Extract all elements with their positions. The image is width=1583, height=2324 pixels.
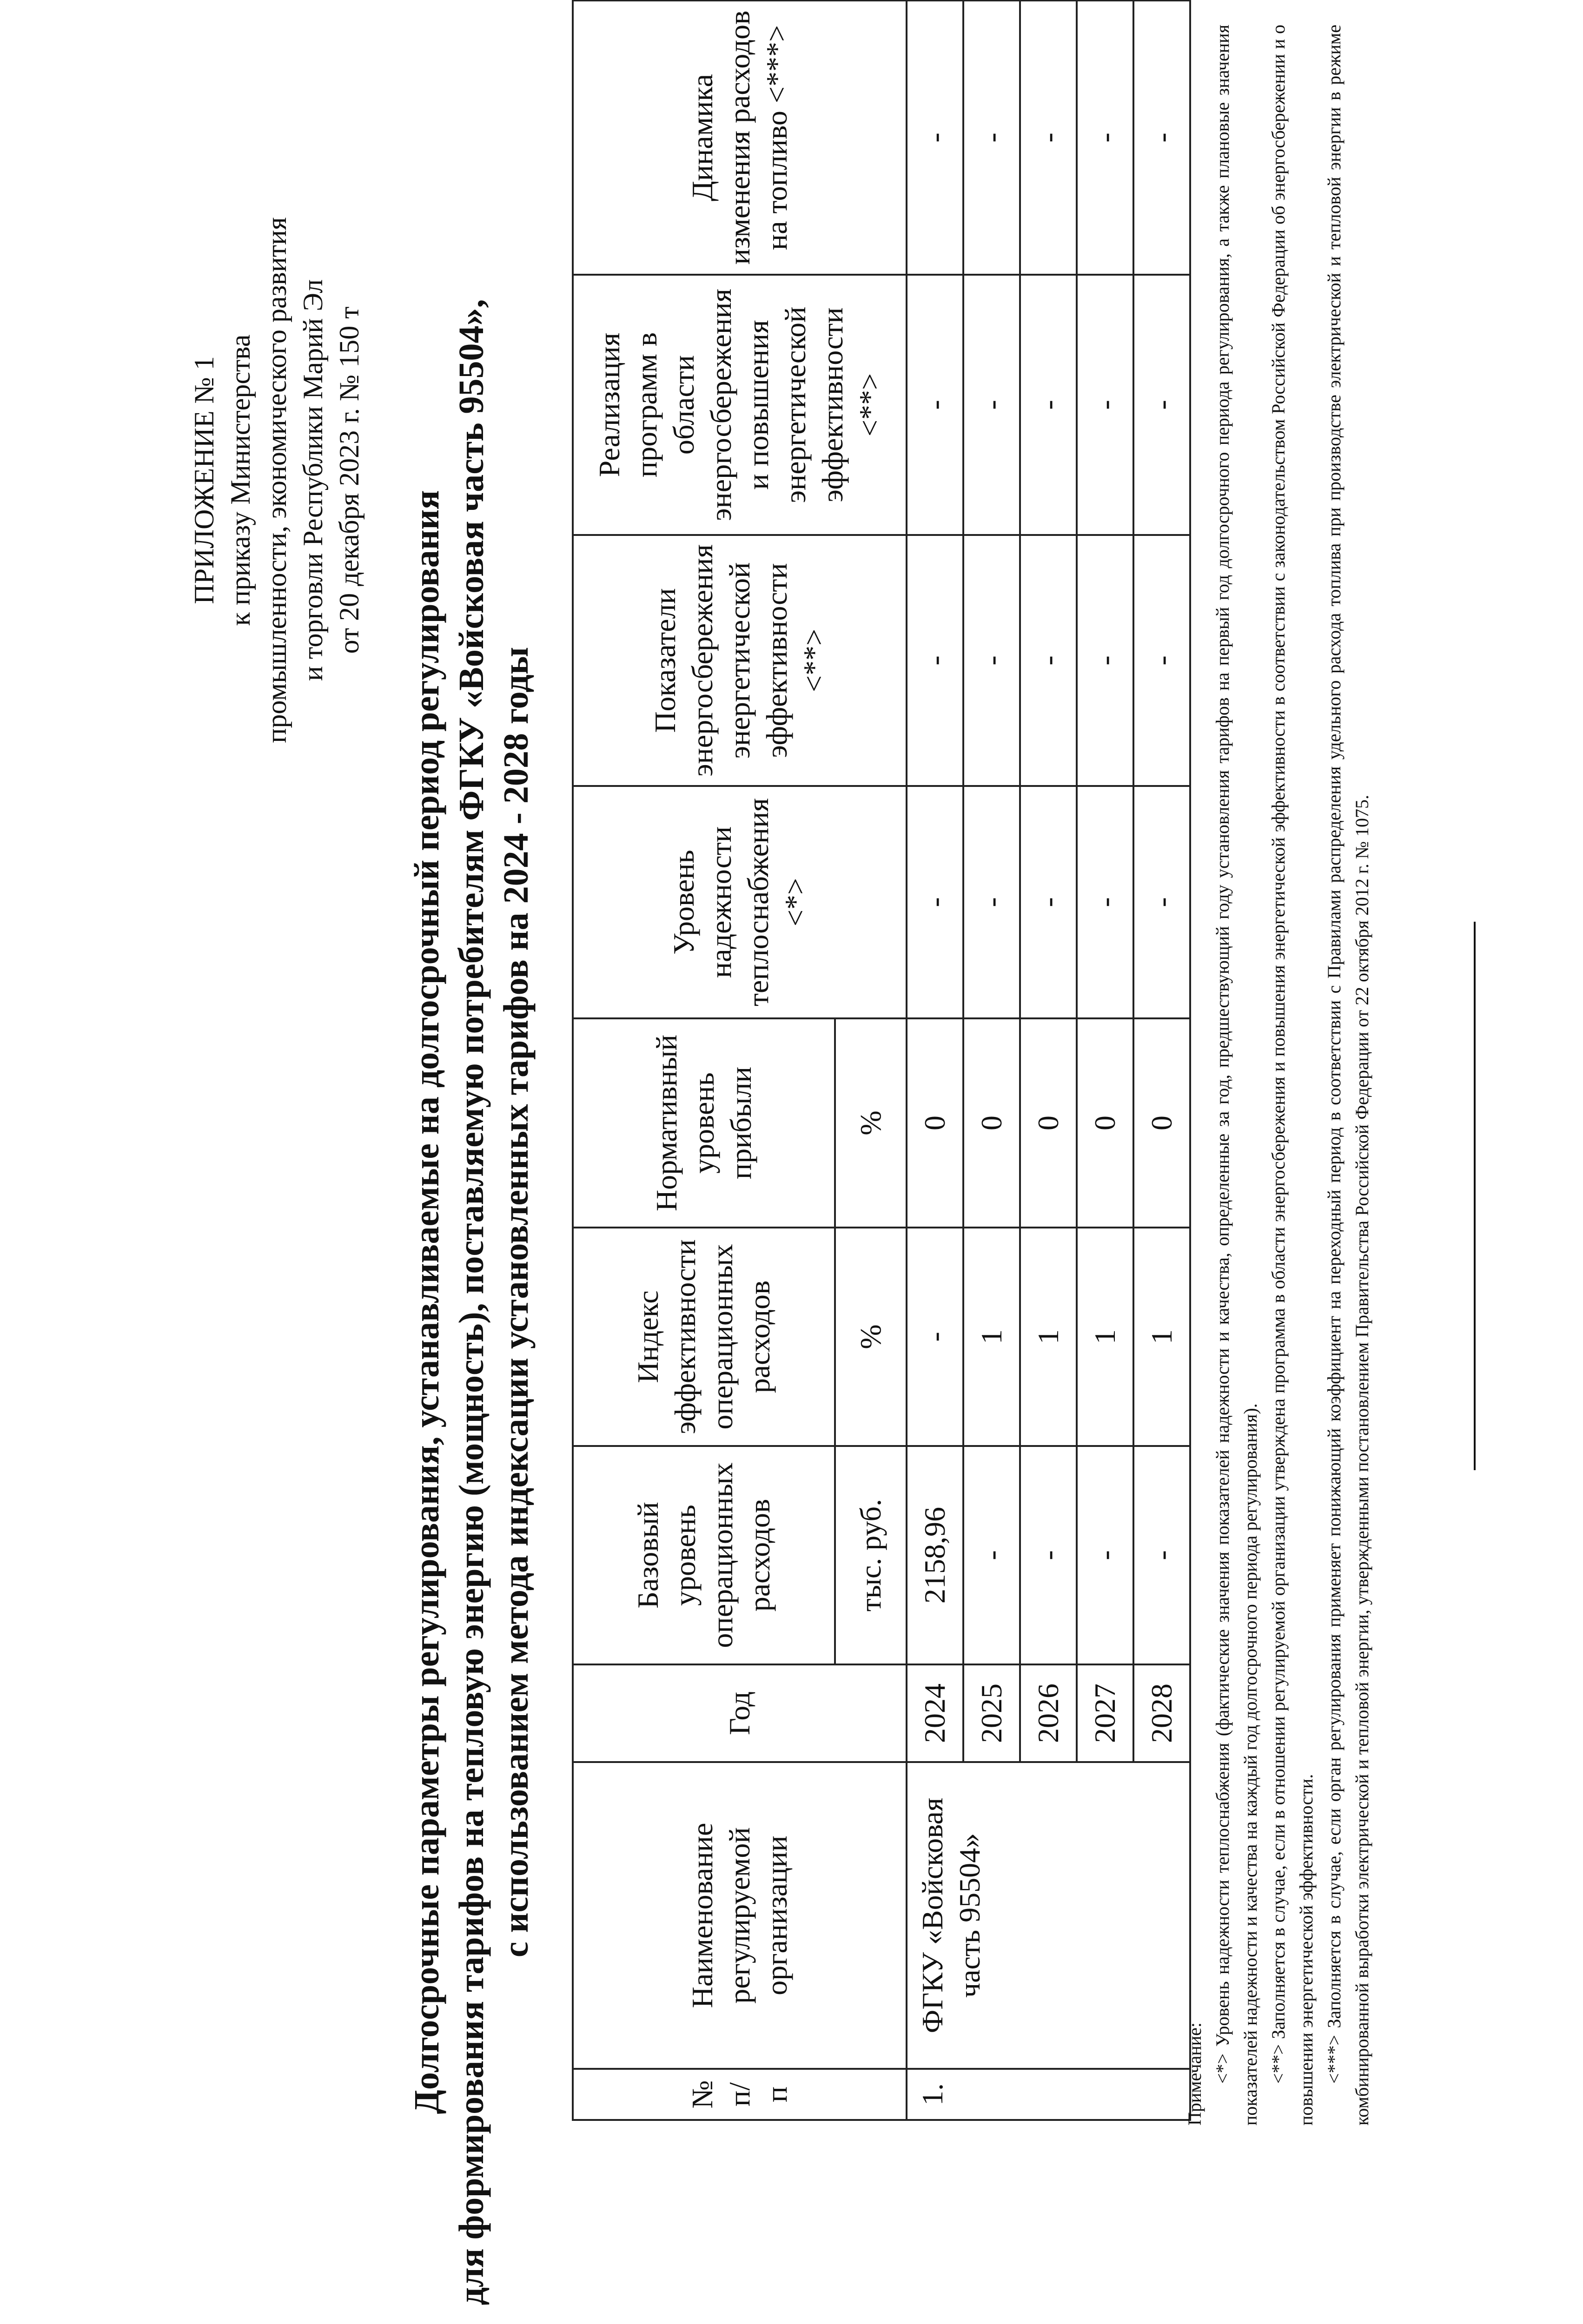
cell-programs: - — [1077, 275, 1133, 535]
appendix-line: к приказу Министерства — [225, 334, 256, 626]
cell-programs: - — [1133, 275, 1190, 535]
cell-programs: - — [963, 275, 1020, 535]
cell-year: 2024 — [907, 1664, 963, 1762]
notes-block — [1181, 25, 1376, 2126]
notes-heading: Примечание: — [1184, 2022, 1205, 2126]
appendix-block — [186, 48, 367, 912]
cell-reliability: - — [963, 786, 1020, 1018]
appendix-line: и торговли Республики Марий Эл — [298, 279, 328, 681]
header-efficiency-index: Индекс эффективности операционных расходов — [573, 1228, 835, 1446]
cell-year: 2025 — [963, 1664, 1020, 1762]
appendix-date: от 20 декабря 2023 г. № 150 т — [334, 306, 364, 654]
header-year: Год — [573, 1664, 907, 1762]
cell-profit: 0 — [963, 1018, 1020, 1228]
cell-energy-indicators: - — [907, 535, 963, 786]
note-energy-program: <**> Заполняется в случае, если в отношении регулируемой организации утверждена программа в области энергосбережения и повышения энергетической эффективности в соответствии с законодательством Российской Федерации об энергосбережении и о повышении энергетической эффективности. — [1268, 25, 1317, 2126]
cell-fuel: - — [1020, 0, 1077, 275]
cell-num: 1. — [907, 2069, 1190, 2120]
header-organization: Наименование регулируемой организации — [573, 1762, 907, 2069]
cell-fuel: - — [1133, 0, 1190, 275]
cell-fuel: - — [907, 0, 963, 275]
cell-fuel: - — [963, 0, 1020, 275]
header-energy-indicators: Показатели энергосбережения энергетической эффективности <**> — [573, 535, 907, 786]
appendix-number: ПРИЛОЖЕНИЕ № 1 — [189, 356, 219, 604]
unit-profit: % — [835, 1018, 907, 1228]
cell-year: 2028 — [1133, 1664, 1190, 1762]
cell-programs: - — [907, 275, 963, 535]
header-num: № п/п — [573, 2069, 907, 2120]
cell-year: 2026 — [1020, 1664, 1077, 1762]
note-fuel: <***> Заполняется в случае, если орган регулирования применяет понижающий коэффициент на переходный период в соответствии с Правилами распределения удельного расхода топлива при производстве электрической и тепловой энергии в режиме комбинированной выработки электрической и тепловой энергии, утвержденными постановлением Правительства Российской Федерации от 22 октября 2012 г. № 1075. — [1324, 25, 1372, 2126]
cell-reliability: - — [907, 786, 963, 1018]
cell-index: - — [907, 1228, 963, 1446]
cell-index: 1 — [963, 1228, 1020, 1446]
header-fuel-dynamics: Динамика изменения расходов на топливо <***> — [573, 0, 907, 275]
cell-profit: 0 — [907, 1018, 963, 1228]
header-base-level: Базовый уровень операционных расходов — [573, 1446, 835, 1664]
unit-base: тыс. руб. — [835, 1446, 907, 1664]
title-line: для формирования тарифов на тепловую энергию (мощность), поставляемую потребителям ФГКУ «Войсковая часть 95504», — [452, 299, 491, 2305]
cell-base: 2158,96 — [907, 1446, 963, 1664]
cell-programs: - — [1020, 275, 1077, 535]
header-profit-level: Нормативный уровень прибыли — [573, 1018, 835, 1228]
cell-base: - — [963, 1446, 1020, 1664]
cell-profit: 0 — [1020, 1018, 1077, 1228]
header-reliability: Уровень надежности теплоснабжения <*> — [573, 786, 907, 1018]
cell-energy-indicators: - — [1020, 535, 1077, 786]
cell-profit: 0 — [1133, 1018, 1190, 1228]
cell-base: - — [1020, 1446, 1077, 1664]
cell-profit: 0 — [1077, 1018, 1133, 1228]
cell-index: 1 — [1133, 1228, 1190, 1446]
header-row — [573, 0, 835, 2120]
title-line: Долгосрочные параметры регулирования, устанавливаемые на долгосрочный период регулирования — [407, 490, 446, 2114]
cell-fuel: - — [1077, 0, 1133, 275]
unit-index: % — [835, 1228, 907, 1446]
cell-energy-indicators: - — [963, 535, 1020, 786]
closing-rule-line — [1474, 922, 1476, 1470]
appendix-line: промышленности, экономического развития — [261, 217, 292, 743]
title-line: с использованием метода индексации установленных тарифов на 2024 - 2028 годы — [497, 647, 536, 1958]
header-programs: Реализация программ в области энергосбережения и повышения энергетической эффективности <**> — [573, 275, 907, 535]
cell-organization: ФГКУ «Войсковая часть 95504» — [907, 1762, 1190, 2069]
cell-year: 2027 — [1077, 1664, 1133, 1762]
parameters-table — [572, 0, 1191, 2121]
cell-energy-indicators: - — [1133, 535, 1190, 786]
cell-reliability: - — [1077, 786, 1133, 1018]
cell-reliability: - — [1020, 786, 1077, 1018]
document-title — [404, 0, 538, 2324]
cell-reliability: - — [1133, 786, 1190, 1018]
cell-index: 1 — [1020, 1228, 1077, 1446]
cell-index: 1 — [1077, 1228, 1133, 1446]
cell-energy-indicators: - — [1077, 535, 1133, 786]
cell-base: - — [1133, 1446, 1190, 1664]
cell-base: - — [1077, 1446, 1133, 1664]
table-row — [907, 0, 963, 2120]
note-reliability: <*> Уровень надежности теплоснабжения (фактические значения показателей надежности и качества, определенные за год, предшествующий году установления тарифов на первый год долгосрочного периода регулирования, а также плановые значения показателей надежности и качества на каждый год долгосрочного периода регулирования). — [1212, 25, 1261, 2126]
